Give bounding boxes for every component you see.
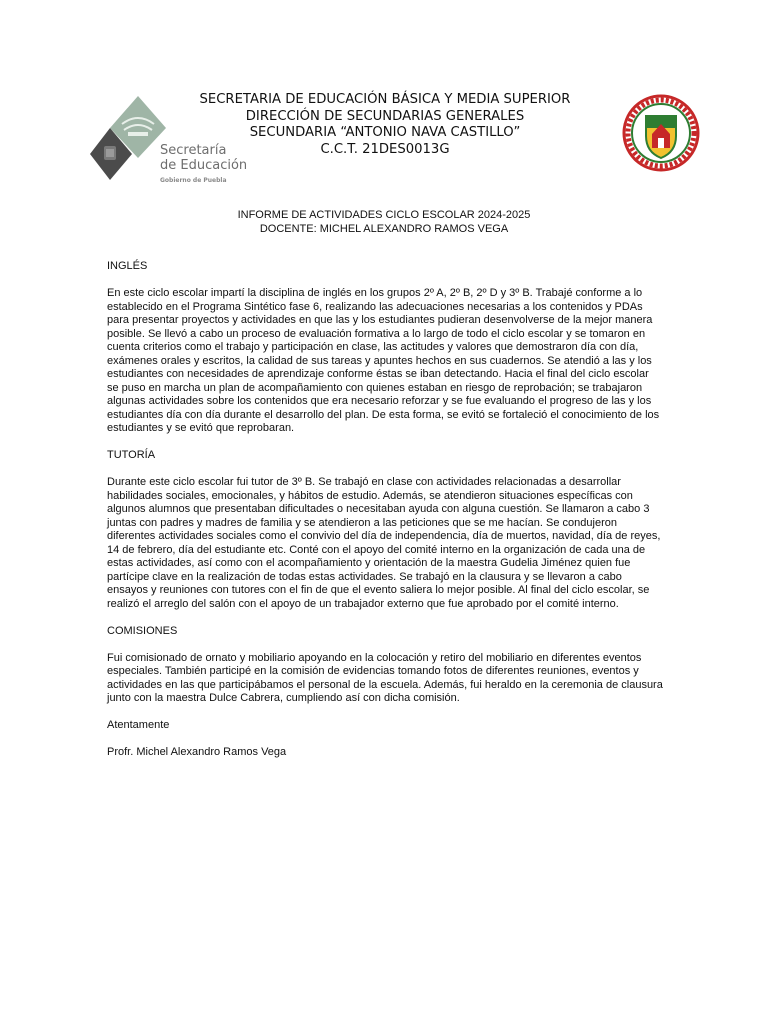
section-body-comisiones: Fui comisionado de ornato y mobiliario apoyando en la colocación y retiro del mobiliario en diferentes eventos especiales. También participé en la comisión de evidencias tomando fotos de diferentes reuniones, eventos y actividades en las que participábamos el personal de la escuela. Además, fui heraldo en la ceremonia de clausura junto con la maestra Dulce Cabrera, cumpliendo así con dicha comisión. (107, 651, 663, 704)
closing-salutation: Atentamente (107, 719, 170, 731)
letterhead-line-1: SECRETARIA DE EDUCACIÓN BÁSICA Y MEDIA SUPERIOR (199, 92, 571, 107)
school-seal (622, 94, 700, 172)
report-title: INFORME DE ACTIVIDADES CICLO ESCOLAR 2024-2025 (237, 209, 531, 221)
report-body (107, 260, 663, 773)
signature: Profr. Michel Alexandro Ramos Vega (107, 746, 287, 758)
sep-logo-text-3: Gobierno de Puebla (160, 177, 227, 182)
report-header (100, 208, 668, 236)
sep-logo-text-2: de Educación (160, 158, 248, 173)
section-heading-tutoria: TUTORÍA (107, 449, 156, 461)
section-body-ingles: En este ciclo escolar impartí la disciplina de inglés en los grupos 2º A, 2º B, 2º D y 3º B. Trabajé conforme a lo establecido en el Programa Sintético fase 6, realizando las adecuaciones necesarias a los contenidos y PDAs para presentar proyectos y actividades en que las y los estudiantes pudieran desenvolverse de la mejor manera posible. Se llevó a cabo un proceso de evaluación formativa a lo largo de todo el ciclo escolar y se tomaron en cuenta criterios como el trabajo y participación en clase, las actitudes y valores que demostraron día con día, exámenes orales y escritos, la calidad de sus tareas y apuntes hechos en sus cuadernos. Se atendió a las y los estudiantes con necesidades de aprendizaje conforme éstas se iban detectando. Hacia el final del ciclo escolar se puso en marcha un plan de acompañamiento con quienes estaban en riesgo de reprobación; se trabajaron algunas actividades sobre los contenidos que era necesario reforzar y se fue evaluando el progreso de las y los estudiantes día con día durante el desarrollo del plan. De esta forma, se evitó se fortaleció el conocimiento de los estudiantes y se evitó que reprobaran. (107, 287, 660, 434)
section-heading-comisiones: COMISIONES (107, 624, 178, 637)
sep-logo-text-1: Secretaría (160, 143, 227, 158)
letterhead-line-2: DIRECCIÓN DE SECUNDARIAS GENERALES (245, 108, 525, 124)
report-teacher: DOCENTE: MICHEL ALEXANDRO RAMOS VEGA (259, 223, 509, 235)
letterhead-line-4: C.C.T. 21DES0013G (320, 141, 450, 157)
section-heading-ingles: INGLÉS (107, 260, 148, 272)
letterhead-line-3: SECUNDARIA “ANTONIO NAVA CASTILLO” (249, 125, 521, 141)
school-seal-icon (622, 94, 700, 172)
letterhead-title (180, 92, 590, 158)
section-body-tutoria: Durante este ciclo escolar fui tutor de 3º B. Se trabajó en clase con actividades relacionadas a desarrollar habilidades sociales, emocionales, y hábitos de estudio. Además, se atendieron situaciones específicas con algunos alumnos que presentaban dificultades o necesitaban ayuda con alguna cuestión. Se llamaron a cabo 3 juntas con padres y madres de familia y se atendieron a las peticiones que se me hacían. Se condujeron diferentes actividades sociales como el convivio del día de independencia, día de muertos, navidad, día de reyes, 14 de febrero, día del estudiante etc. Conté con el apoyo del comité interno en la organización de cada una de estas actividades, así como con el acompañamiento y orientación de la maestra Gudelia Jiménez quien fue partícipe clave en la realización de todas estas actividades. Se trabajó en la clausura y se llevaron a cabo ensayos y reuniones con tutores con el fin de que el evento saliera lo mejor posible. Al final del ciclo escolar, se realizó el arreglo del salón con el apoyo de un trabajador externo que fue aprobado por el comité interno. (107, 476, 661, 610)
